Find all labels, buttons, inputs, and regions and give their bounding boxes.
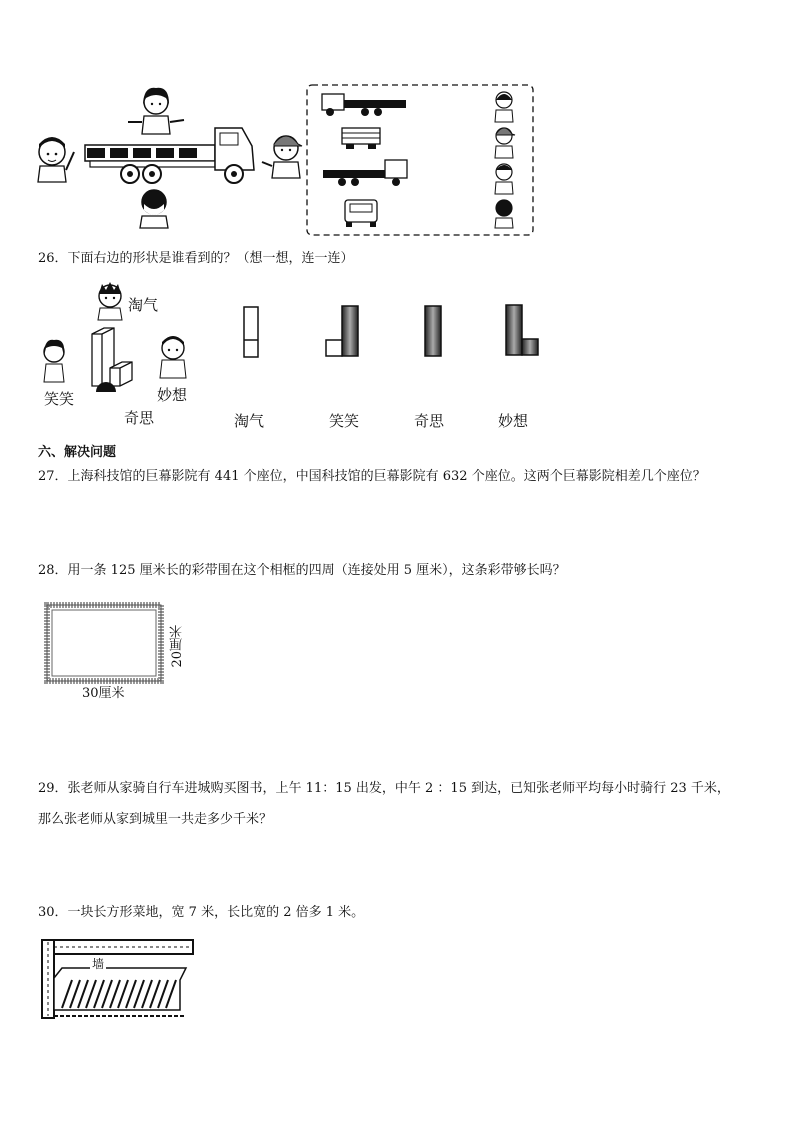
wall-label: 墙 [92, 957, 105, 971]
answer-label-3: 奇思 [414, 412, 445, 430]
view-shape-1 [244, 307, 258, 357]
truck-side-view [85, 128, 254, 183]
blocks-children-illustration [40, 282, 200, 392]
name-label-xiaoxiao: 笑笑 [44, 390, 75, 408]
question-30-text: 30．一块长方形菜地，宽 7 米，长比宽的 2 倍多 1 米。 [38, 905, 365, 920]
question-26-text: 26．下面右边的形状是谁看到的？（想一想，连一连） [38, 251, 354, 266]
frame-width-label: 30厘米 [82, 686, 125, 701]
answer-label-4: 妙想 [498, 412, 529, 430]
child-top-figure [128, 88, 184, 134]
view-shape-3 [425, 306, 441, 356]
child-right-figure [262, 136, 302, 178]
view-shapes [235, 300, 545, 360]
answer-label-1: 淘气 [234, 412, 265, 430]
section-6-title: 六、解决问题 [38, 445, 117, 460]
question-28-text: 28．用一条 125 厘米长的彩带围在这个相框的四周（连接处用 5 厘米），这条彩带够长吗？ [38, 563, 566, 578]
view-shape-4 [506, 305, 538, 355]
child-left-figure [38, 137, 74, 182]
frame-height-label: 20厘米 [170, 625, 185, 668]
views-dashed-box [307, 85, 533, 235]
question-29-line-1: 29．张老师从家骑自行车进城购买图书，上午 11：15 出发，中午 2 ：15 到达，已知张老师平均每小时骑行 23 千米， [38, 781, 730, 796]
name-label-qisi: 奇思 [124, 409, 155, 427]
question-27-text: 27．上海科技馆的巨幕影院有 441 个座位，中国科技馆的巨幕影院有 632 个座位。这两个巨幕影院相差几个座位？ [38, 469, 706, 484]
name-label-miaoxiang: 妙想 [157, 386, 188, 404]
truck-views-illustration [30, 82, 540, 242]
view-shape-2 [326, 306, 358, 356]
answer-label-2: 笑笑 [329, 412, 360, 430]
vegetable-field-figure [40, 938, 195, 1020]
name-label-taoqi: 淘气 [128, 296, 159, 314]
photo-frame-figure [44, 602, 164, 686]
question-29-line-2: 那么张老师从家到城里一共走多少千米？ [38, 812, 273, 827]
child-bottom-figure [140, 190, 168, 228]
